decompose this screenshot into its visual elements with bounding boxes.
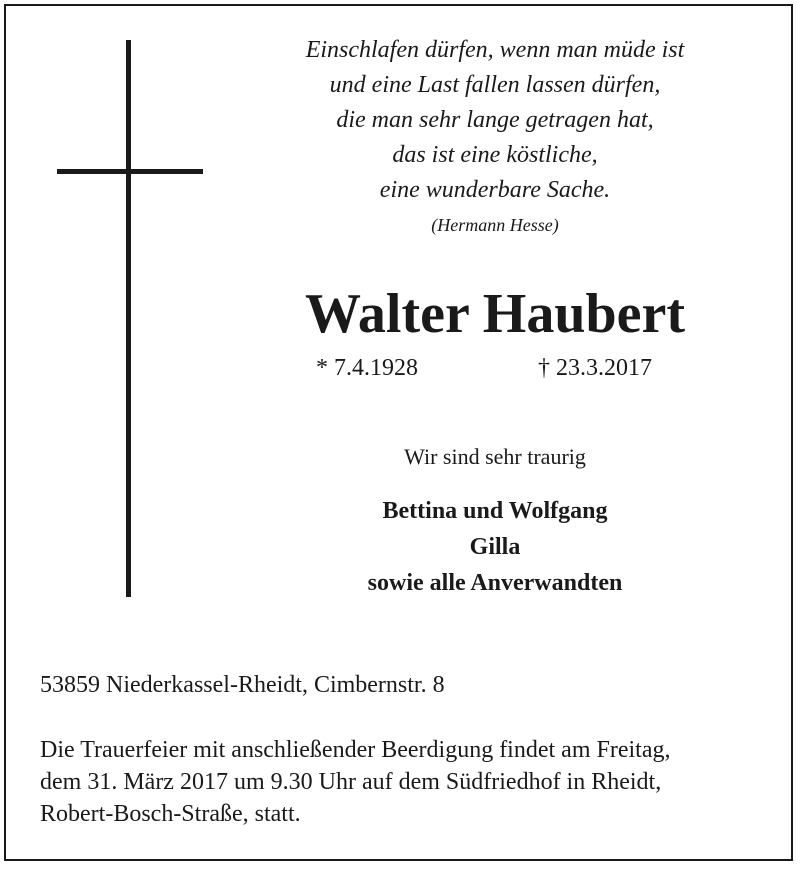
poem-line: eine wunderbare Sache. bbox=[379, 177, 611, 203]
poem-quote bbox=[230, 33, 760, 240]
funeral-details-line: dem 31. März 2017 um 9.30 Uhr auf dem Südfriedhof in Rheidt, bbox=[40, 769, 662, 795]
mourners-list bbox=[230, 493, 760, 601]
family-address: 53859 Niederkassel-Rheidt, Cimbernstr. 8 bbox=[40, 672, 445, 698]
mourner-line: Bettina und Wolfgang bbox=[382, 498, 608, 524]
mourning-intro: Wir sind sehr traurig bbox=[404, 444, 586, 469]
deceased-name: Walter Haubert bbox=[304, 283, 686, 345]
birth-date: * 7.4.1928 bbox=[316, 355, 418, 381]
death-date: † 23.3.2017 bbox=[538, 355, 652, 381]
funeral-details-line: Robert-Bosch-Straße, statt. bbox=[40, 801, 301, 827]
cross-icon bbox=[126, 40, 131, 597]
cross-icon-bar bbox=[57, 169, 203, 174]
poem-line: und eine Last fallen lassen dürfen, bbox=[329, 72, 661, 98]
poem-line: Einschlafen dürfen, wenn man müde ist bbox=[305, 37, 685, 63]
mourner-line: sowie alle Anverwandten bbox=[367, 570, 623, 596]
poem-line: die man sehr lange getragen hat, bbox=[336, 107, 654, 133]
funeral-details bbox=[40, 734, 770, 830]
mourner-line: Gilla bbox=[469, 534, 521, 560]
funeral-details-line: Die Trauerfeier mit anschließender Beerdigung findet am Freitag, bbox=[40, 737, 671, 763]
poem-author: (Hermann Hesse) bbox=[431, 215, 559, 235]
poem-line: das ist eine köstliche, bbox=[392, 142, 598, 168]
